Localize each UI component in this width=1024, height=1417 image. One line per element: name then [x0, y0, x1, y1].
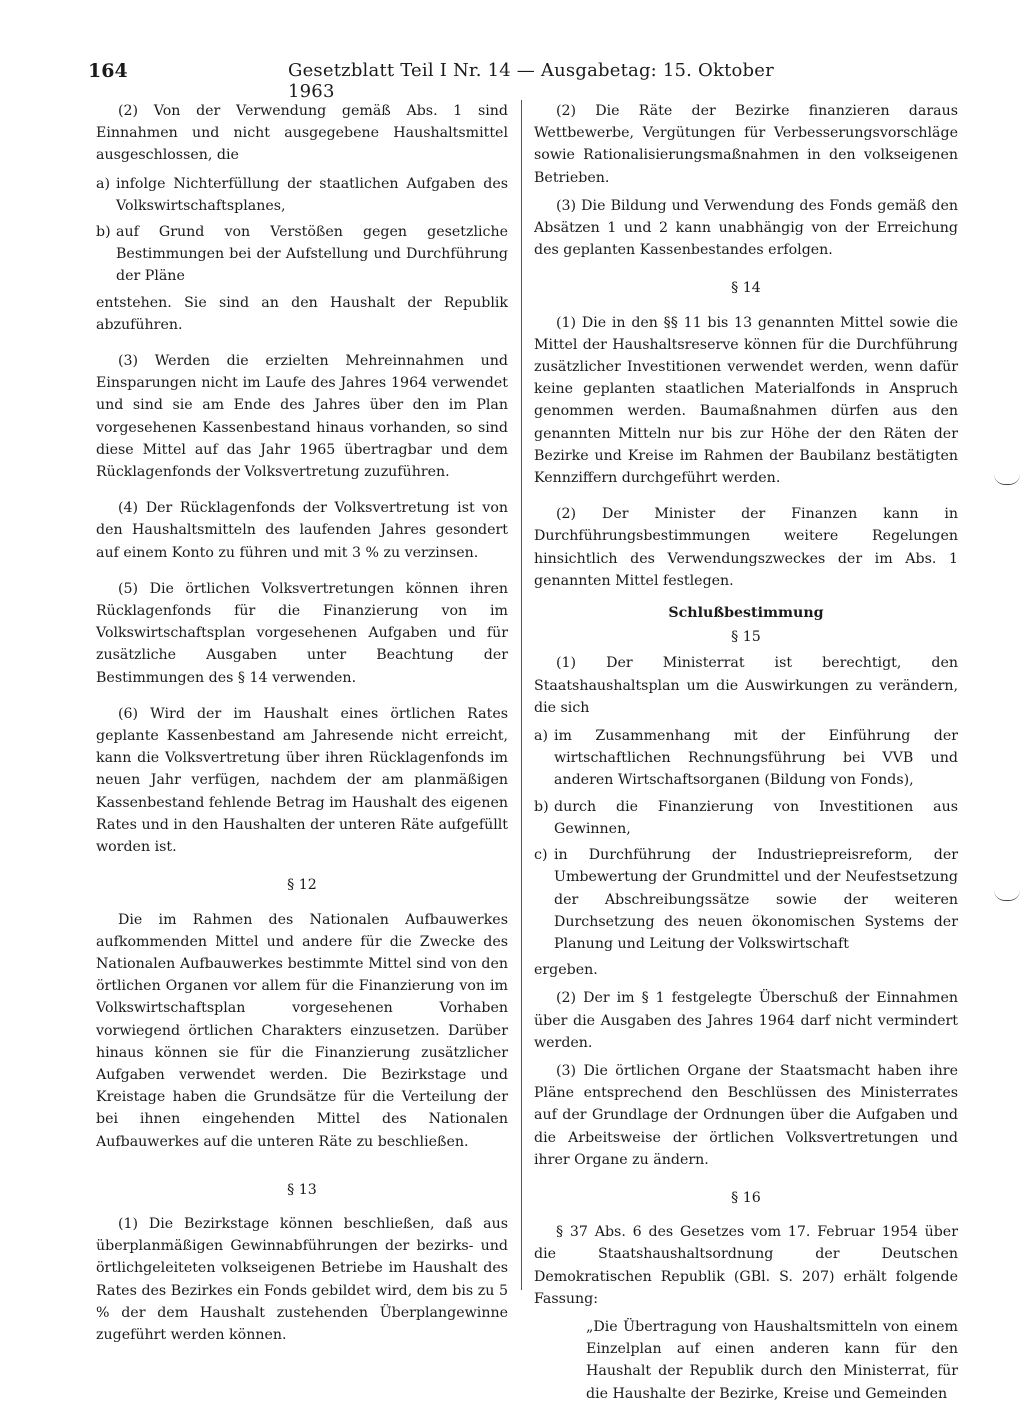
section-16-heading: § 16	[731, 1189, 761, 1206]
list-text: im Zusammenhang mit der Einführung der wirtschaftlichen Rechnungsführung bei VVB und anderen Wirtschaftsorganen (Bildung von Fonds),	[554, 728, 958, 789]
section-13-paragraph-2: (2) Die Räte der Bezirke finanzieren daraus Wettbewerbe, Vergütungen für Verbesserungsvorschläge sowie Rationalisierungsmaßnahmen in den volkseigenen Betrieben.	[534, 103, 958, 186]
list-text: in Durchführung der Industriepreisreform, der Umbewertung der Grundmittel und der Neufestsetzung der Abschreibungssätze sowie der weiteren Durchsetzung des neuen ökonomischen Systems der Planung und Leitung der Volkswirtschaft	[554, 847, 958, 952]
list-label: a)	[534, 728, 548, 745]
list-item-b	[96, 221, 508, 288]
list-label: c)	[534, 847, 548, 864]
page-header	[88, 60, 778, 102]
list-label: a)	[96, 175, 110, 192]
list-text: auf Grund von Verstößen gegen gesetzliche Bestimmungen bei der Aufstellung und Durchführung der Pläne	[116, 224, 508, 285]
paragraph-2-end: entstehen. Sie sind an den Haushalt der Republik abzuführen.	[96, 294, 508, 333]
section-13-heading: § 13	[287, 1181, 317, 1198]
section-16-quote: „Die Übertragung von Haushaltsmitteln von einem Einzelplan auf einen anderen kann für den Haushalt der Republik durch den Ministerrat, für die Haushalte der Bezirke, Kreise und Gemeinden	[586, 1318, 958, 1402]
list-text: infolge Nichterfüllung der staatlichen Aufgaben des Volkswirtschaftsplanes,	[116, 175, 508, 214]
section-12-heading: § 12	[287, 877, 317, 894]
column-divider	[521, 100, 522, 1290]
list-item-a	[96, 173, 508, 217]
running-title: Gesetzblatt Teil I Nr. 14 — Ausgabetag: 15. Oktober 1963	[288, 60, 774, 102]
section-15-paragraph-2: (2) Der im § 1 festgelegte Überschuß der Einnahmen über die Ausgaben des Jahres 1964 darf nicht vermindert werden.	[534, 990, 958, 1051]
section-16-paragraph-1: § 37 Abs. 6 des Gesetzes vom 17. Februar 1954 über die Staatshaushaltsordnung der Deutschen Demokratischen Republik (GBl. S. 207) erhält folgende Fassung:	[534, 1224, 958, 1307]
paragraph-3: (3) Werden die erzielten Mehreinnahmen und Einsparungen nicht im Laufe des Jahres 1964 verwendet und sind sie am Ende des Jahres über den im Plan vorgesehenen Kassenbestand hinaus vorhanden, so sind diese Mittel auf das Jahr 1965 übertragbar und dem Rücklagenfonds der Volksvertretung zuzuführen.	[96, 353, 508, 481]
final-provisions-title: Schlußbestimmung	[668, 605, 824, 622]
page-number: 164	[88, 60, 128, 82]
paragraph-4: (4) Der Rücklagenfonds der Volksvertretung ist von den Haushaltsmitteln des laufenden Jahres gesondert auf einem Konto zu führen und mit 3 % zu verzinsen.	[96, 500, 508, 561]
paragraph-5: (5) Die örtlichen Volksvertretungen können ihren Rücklagenfonds für die Finanzierung von im Volkswirtschaftsplan vorgesehenen Aufgaben und für zusätzliche Ausgaben unter Beachtung der Bestimmungen des § 14 verwenden.	[96, 580, 508, 686]
paragraph-6: (6) Wird der im Haushalt eines örtlichen Rates geplante Kassenbestand am Jahresende nicht erreicht, kann die Volksvertretung über ihren Rücklagenfonds im neuen Jahr verfügen, nachdem der am planmäßigen Kassenbestand fehlende Betrag im Haushalt des eigenen Rates und in den Haushalten der unteren Räte aufgefüllt worden ist.	[96, 705, 508, 856]
section-15-paragraph-3: (3) Die örtlichen Organe der Staatsmacht haben ihre Pläne entsprechend den Beschlüssen des Ministerrates auf der Grundlage der Ordnungen über die Aufgaben und die Arbeitsweise der örtlichen Volksvertretungen und ihrer Organe zu ändern.	[534, 1062, 958, 1168]
paragraph-2-intro: (2) Von der Verwendung gemäß Abs. 1 sind Einnahmen und nicht ausgegebene Haushaltsmittel ausgeschlossen, die	[96, 103, 508, 164]
section-14-heading: § 14	[731, 280, 761, 297]
margin-mark	[994, 890, 1020, 901]
left-column	[96, 100, 508, 1352]
section-14-paragraph-2: (2) Der Minister der Finanzen kann in Durchführungsbestimmungen weitere Regelungen hinsichtlich des Verwendungszweckes der im Abs. 1 genannten Mittel festlegen.	[534, 506, 958, 589]
list-item-a	[534, 725, 958, 792]
section-14-paragraph-1: (1) Die in den §§ 11 bis 13 genannten Mittel sowie die Mittel der Haushaltsreserve können für die Durchführung zusätzlicher Investitionen verwendet werden, wenn dafür keine geplanten staatlichen Materialfonds in Anspruch genommen werden. Baumaßnahmen dürfen aus den genannten Mitteln nur bis zur Höhe der den Räten der Bezirke und Kreise im Rahmen der Baubilanz bestätigten Kennziffern durchgeführt werden.	[534, 314, 958, 487]
margin-mark	[994, 474, 1020, 485]
list-label: b)	[96, 224, 111, 241]
section-13-paragraph-1: (1) Die Bezirkstage können beschließen, daß aus überplanmäßigen Gewinnabführungen der bezirks- und örtlichgeleiteten volkseigenen Betriebe im Haushalt des Rates des Bezirkes ein Fonds gebildet wird, dem bis zu 5 % der dem Haushalt zustehenden Überplangewinne zugeführt werden können.	[96, 1215, 508, 1343]
section-15-end: ergeben.	[534, 962, 598, 979]
list-item-c	[534, 844, 958, 955]
section-12-text: Die im Rahmen des Nationalen Aufbauwerkes aufkommenden Mittel und andere für die Zwecke des Nationalen Aufbauwerkes bestimmte Mittel sind von den örtlichen Organen vor allem für die Finanzierung von im Volkswirtschaftsplan vorgesehenen Vorhaben vorwiegend örtlichen Charakters einzusetzen. Darüber hinaus können sie für die Finanzierung zusätzlicher Aufgaben verwendet werden. Die Bezirkstage und Kreistage haben die Grundsätze für die Verteilung der bei ihnen eingehenden Mittel des Nationalen Aufbauwerkes auf die unteren Räte zu beschließen.	[96, 911, 508, 1150]
section-13-paragraph-3: (3) Die Bildung und Verwendung des Fonds gemäß den Absätzen 1 und 2 kann unabhängig von der Erreichung des geplanten Kassenbestandes erfolgen.	[534, 197, 958, 259]
list-text: durch die Finanzierung von Investitionen aus Gewinnen,	[554, 798, 958, 837]
list-item-b	[534, 796, 958, 840]
section-15-paragraph-1: (1) Der Ministerrat ist berechtigt, den Staatshaushaltsplan um die Auswirkungen zu verändern, die sich	[534, 655, 958, 716]
right-column	[534, 100, 958, 1411]
section-15-heading: § 15	[731, 629, 761, 646]
list-label: b)	[534, 798, 549, 815]
